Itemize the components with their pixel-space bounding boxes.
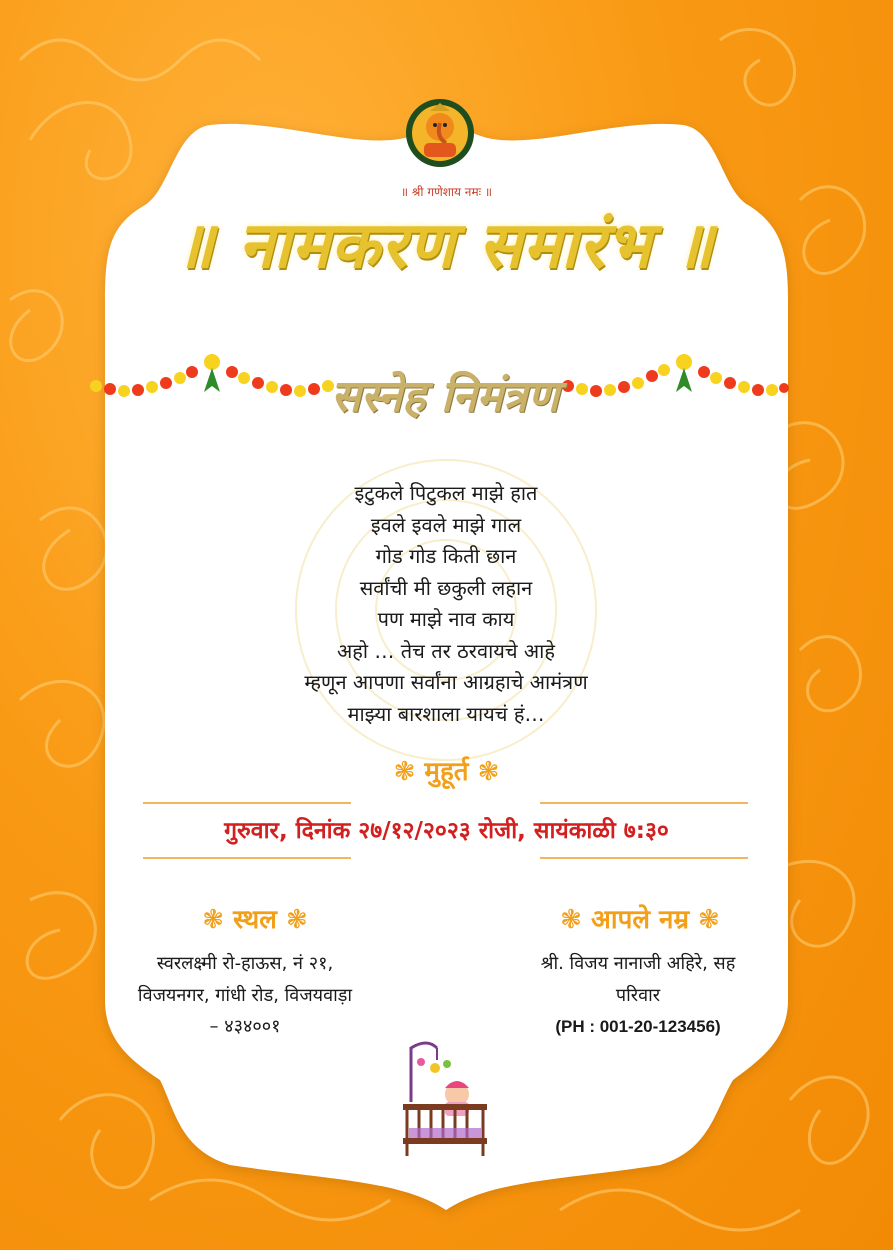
divider-line [143, 802, 351, 804]
marigold-garland-icon [560, 350, 790, 410]
poem-block [226, 478, 666, 730]
divider-line [540, 802, 748, 804]
host-line: परिवार [615, 984, 661, 1006]
poem-line: सर्वांची मी छकुली लहान [359, 575, 533, 600]
muhurt-heading: ❃ मुहूर्त ❃ [393, 757, 500, 787]
poem-line: पण माझे नाव काय [377, 607, 515, 631]
ganesha-icon [404, 97, 476, 169]
baby-crib-icon [397, 1038, 493, 1160]
poem-line: इटुकले पिटुकल माझे हात [354, 481, 538, 505]
venue-address [95, 948, 395, 1043]
divider-line [143, 857, 351, 859]
host-phone: (PH : 001-20-123456) [555, 1017, 721, 1036]
event-title: ॥ नामकरण समारंभ ॥ [175, 208, 715, 283]
venue-line: स्वरलक्ष्मी रो-हाऊस, नं २१, [156, 953, 334, 974]
marigold-garland-icon [88, 350, 338, 410]
poem-line: अहो … तेच तर ठरवायचे आहे [336, 638, 555, 663]
host-heading: ❃ आपले नम्र ❃ [560, 905, 720, 935]
venue-line: – ४३४००१ [209, 1016, 281, 1037]
host-details [498, 948, 778, 1043]
invitation-subtitle: सस्नेह निमंत्रण [331, 371, 559, 422]
title-container [160, 196, 730, 306]
venue-line: विजयनगर, गांधी रोड, विजयवाड़ा [137, 984, 353, 1006]
poem-line: म्हणून आपणा सर्वांना आग्रहाचे आमंत्रण [304, 670, 588, 694]
poem-line: इवले इवले माझे गाल [370, 512, 522, 537]
poem-line: गोड गोड किती छान [375, 544, 517, 568]
venue-heading: ❃ स्थल ❃ [202, 905, 308, 935]
event-datetime: गुरुवार, दिनांक २७/१२/२०२३ रोजी, सायंकाळी ७:३० [224, 818, 669, 844]
divider-line [540, 857, 748, 859]
poem-line: माझ्या बारशाला यायचं हं… [347, 701, 545, 726]
host-line: श्री. विजय नानाजी अहिरे, सह [540, 953, 736, 974]
mantra-text: ॥ श्री गणेशाय नमः ॥ [400, 185, 493, 199]
